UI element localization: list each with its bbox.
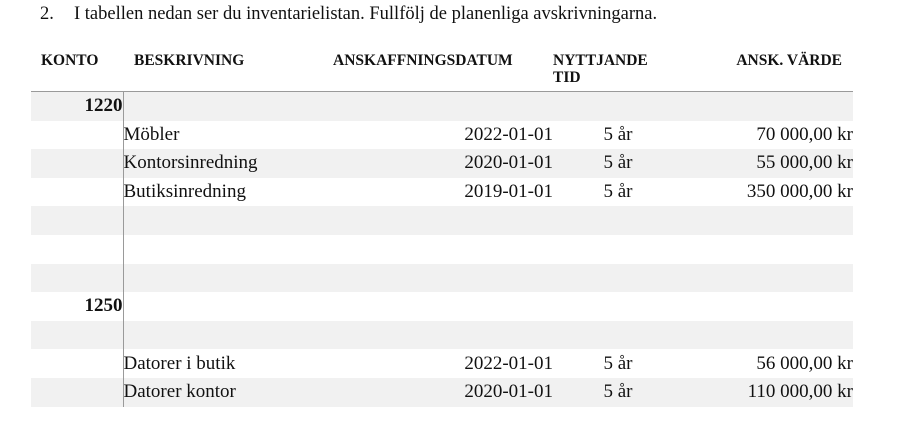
- table-row: [31, 92, 853, 121]
- tid-cell: 5 år: [603, 352, 633, 374]
- beskrivning-cell: [123, 292, 323, 321]
- datum-cell: 2019-01-01: [464, 181, 553, 203]
- table-row: [31, 264, 853, 293]
- table-row: [31, 206, 853, 235]
- tid-cell: 5 år: [553, 149, 683, 178]
- question-body: I tabellen nedan ser du inventarielistan. Fullfölj de planenliga avskrivningarna.: [74, 4, 658, 24]
- tid-cell: [553, 92, 683, 121]
- beskrivning-cell: [123, 321, 323, 350]
- inventory-table: [31, 52, 853, 407]
- table-row: [31, 378, 853, 407]
- varde-cell: [683, 235, 853, 264]
- table-row: [31, 321, 853, 350]
- konto-cell: [31, 321, 123, 350]
- table-row: [31, 149, 853, 178]
- question-number: 2.: [40, 4, 54, 24]
- tid-cell: 5 år: [553, 378, 683, 407]
- varde-cell: 55 000,00 kr: [683, 149, 853, 178]
- question-text: [40, 4, 657, 25]
- table-row: [31, 121, 853, 150]
- konto-cell: [31, 378, 123, 407]
- header-nyttjande-line1: NYTTJANDE: [553, 52, 648, 69]
- beskrivning-cell: Datorer kontor: [123, 378, 323, 407]
- konto-cell: [31, 149, 123, 178]
- datum-cell: 2022-01-01: [464, 352, 553, 374]
- konto-cell: 1220: [31, 92, 123, 121]
- tid-cell: 5 år: [603, 181, 633, 203]
- varde-cell: [683, 206, 853, 235]
- beskrivning-cell: Butiksinredning: [123, 181, 246, 203]
- tid-cell: [553, 206, 683, 235]
- datum-cell: [323, 292, 553, 321]
- table-row: [31, 235, 853, 264]
- varde-cell: [683, 292, 853, 321]
- varde-cell: 110 000,00 kr: [683, 378, 853, 407]
- beskrivning-cell: [123, 92, 323, 121]
- beskrivning-cell: Möbler: [123, 123, 180, 145]
- table-row: [31, 292, 853, 321]
- datum-cell: [323, 264, 553, 293]
- beskrivning-cell: [123, 235, 323, 264]
- varde-cell: 56 000,00 kr: [756, 352, 853, 374]
- datum-cell: 2022-01-01: [464, 123, 553, 145]
- datum-cell: 2020-01-01: [323, 378, 553, 407]
- datum-cell: [323, 235, 553, 264]
- varde-cell: [683, 264, 853, 293]
- beskrivning-cell: [123, 206, 323, 235]
- beskrivning-cell: [123, 264, 323, 293]
- table-row: [31, 349, 853, 378]
- varde-cell: [683, 321, 853, 350]
- konto-cell: [31, 349, 123, 378]
- table-row: [31, 178, 853, 207]
- datum-cell: [323, 206, 553, 235]
- header-ansk-varde: ANSK. VÄRDE: [736, 52, 842, 69]
- varde-cell: [683, 92, 853, 121]
- tid-cell: 5 år: [603, 123, 633, 145]
- tid-cell: [553, 321, 683, 350]
- datum-cell: [323, 92, 553, 121]
- konto-cell: [31, 206, 123, 235]
- datum-cell: 2020-01-01: [323, 149, 553, 178]
- tid-cell: [553, 235, 683, 264]
- konto-cell: [31, 178, 123, 207]
- table-header-row: [31, 52, 853, 92]
- header-nyttjande-tid: [553, 52, 683, 92]
- header-anskaffningsdatum: ANSKAFFNINGSDATUM: [333, 52, 513, 69]
- konto-cell: 1250: [31, 292, 123, 321]
- tid-cell: [553, 264, 683, 293]
- varde-cell: 350 000,00 kr: [746, 181, 853, 203]
- datum-cell: [323, 321, 553, 350]
- header-beskrivning: BESKRIVNING: [134, 52, 245, 69]
- beskrivning-cell: Kontorsinredning: [123, 149, 323, 178]
- konto-cell: [31, 121, 123, 150]
- konto-cell: [31, 264, 123, 293]
- varde-cell: 70 000,00 kr: [756, 123, 853, 145]
- header-konto: KONTO: [41, 52, 99, 69]
- beskrivning-cell: Datorer i butik: [123, 352, 236, 374]
- konto-cell: [31, 235, 123, 264]
- tid-cell: [553, 292, 683, 321]
- header-nyttjande-line2: TID: [553, 69, 581, 86]
